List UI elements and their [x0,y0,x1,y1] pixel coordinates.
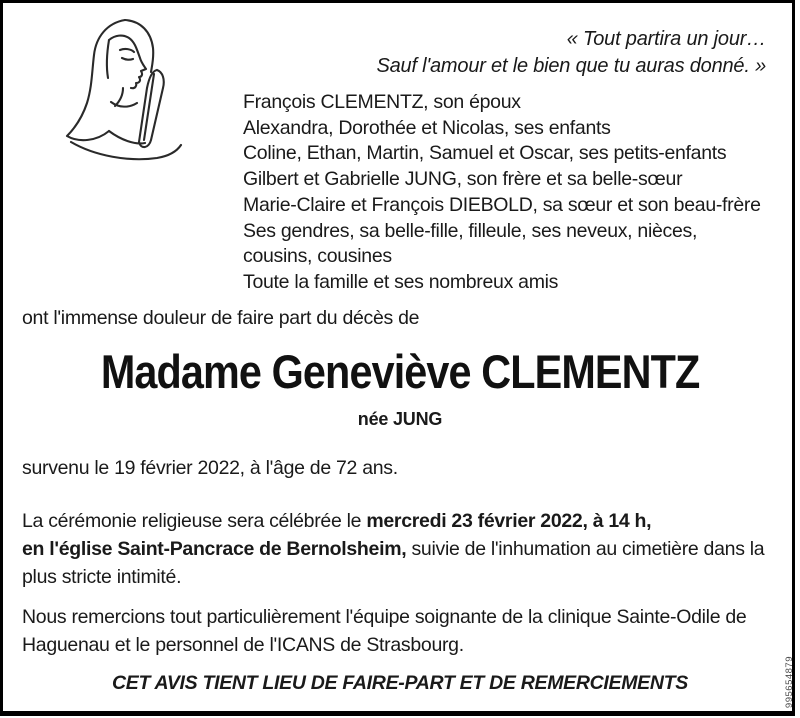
virgin-mary-praying-icon [52,14,204,164]
family-line: Alexandra, Dorothée et Nicolas, ses enfants [243,116,611,139]
family-list [243,90,788,296]
ceremony-location: en l'église Saint-Pancrace de Bernolsheim, [22,538,407,560]
quote-line-2: Sauf l'amour et le bien que tu auras donné. » [376,55,766,77]
ceremony-lead: La cérémonie religieuse sera célébrée le [22,510,367,532]
memorial-quote [376,26,766,80]
family-line: Gilbert et Gabrielle JUNG, son frère et sa belle-sœur [243,168,683,191]
reference-number: 995654879 [784,655,795,708]
thanks-paragraph: Nous remercions tout particulièrement l'équipe soignante de la clinique Sainte-Odile de Haguenau et le personnel de l'ICANS de Strasbourg. [22,606,747,656]
quote-line-1: « Tout partira un jour… [566,28,766,50]
death-date-line: survenu le 19 février 2022, à l'âge de 72 ans. [22,457,398,479]
ceremony-datetime: mercredi 23 février 2022, à 14 h, [366,510,652,532]
ceremony-paragraph [22,507,770,591]
family-line: Coline, Ethan, Martin, Samuel et Oscar, ses petits-enfants [243,142,727,165]
deceased-name-wrap [0,344,800,399]
family-line: Toute la famille et ses nombreux amis [243,270,559,293]
family-line: Marie-Claire et François DIEBOLD, sa sœur et son beau-frère [243,193,761,216]
ceremony-tail: suivie de l'inhumation au cimetière dans la plus stricte intimité. [22,538,765,588]
family-line: cousins, cousines [243,245,392,268]
deceased-name: Madame Geneviève CLEMENTZ [100,345,700,398]
announcement-intro: ont l'immense douleur de faire part du décès de [22,307,420,329]
maiden-name: née JUNG [357,409,443,429]
family-line: François CLEMENTZ, son époux [243,91,521,113]
footer-legal-line: CET AVIS TIENT LIEU DE FAIRE-PART ET DE REMERCIEMENTS [111,672,688,694]
family-line: Ses gendres, sa belle-fille, filleule, ses neveux, nièces, [243,219,698,242]
